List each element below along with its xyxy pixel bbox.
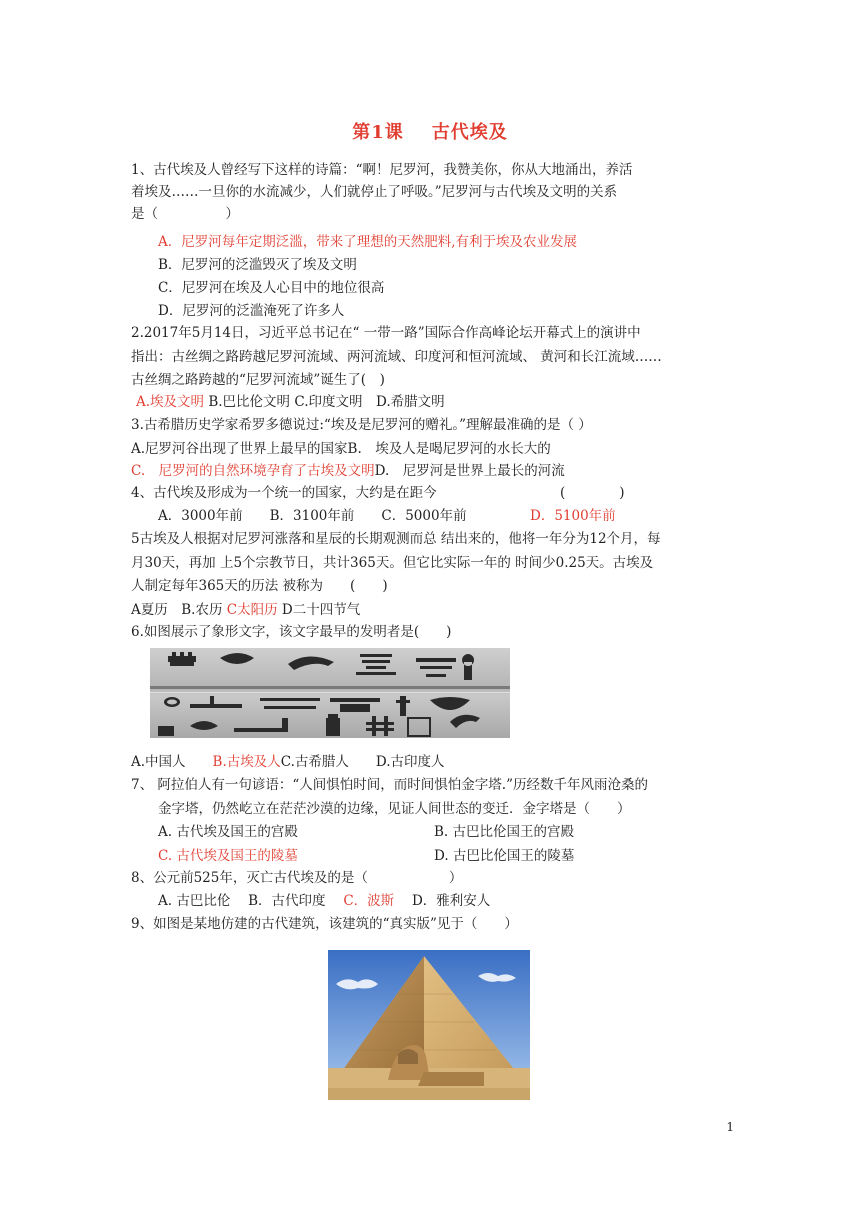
q4-options: A．3000年前 B．3100年前 C．5000年前 — [158, 508, 467, 524]
q5-line-2: 月30天，再加 上5个宗教节日，共计365天。但它比实际一年的 时间少0.25天。古埃及 — [131, 555, 654, 571]
q8-stem: 8、公元前525年，灭亡古代埃及的是（ ） — [131, 870, 463, 886]
q8-options — [158, 891, 490, 911]
q1-line-1: 1、古代埃及人曾经写下这样的诗篇：“啊！尼罗河，我赞美你，你从大地涌出，养活 — [131, 162, 633, 178]
pyramid-sphinx-icon — [328, 950, 530, 1100]
q5-answer: C太阳历 — [226, 602, 278, 618]
q2-answer: A.埃及文明 — [136, 394, 205, 410]
q2-line-1: 2.2017年5月14日，习近平总书记在“ 一带一路”国际合作高峰论坛开幕式上的演讲中 — [131, 325, 641, 341]
q1-option-a: A．尼罗河每年定期泛滥，带来了理想的天然肥料,有利于埃及农业发展 — [158, 234, 578, 250]
q1-line-2: 着埃及……一旦你的水流减少，人们就停止了呼吸。”尼罗河与古代埃及文明的关系 — [131, 184, 618, 200]
q1-option-c: C．尼罗河在埃及人心目中的地位很高 — [158, 280, 385, 296]
q8-options-ab: A. 古巴比伦 B．古代印度 — [158, 893, 344, 909]
q7-answer: C. 古代埃及国王的陵墓 — [158, 848, 298, 864]
q6-options — [131, 752, 445, 772]
q2-options — [136, 392, 445, 412]
q7-option-d: D. 古巴比伦国王的陵墓 — [434, 848, 575, 864]
q4-answer: D．5100年前 — [530, 508, 616, 524]
q7-option-a: A. 古代埃及国王的宫殿 — [158, 824, 298, 840]
lesson-name: 古代埃及 — [431, 122, 508, 143]
pyramid-image — [328, 950, 530, 1100]
lesson-number: 第1课 — [352, 122, 404, 143]
q6-option-a: A.中国人 — [131, 754, 213, 770]
q3-option-d: D. 尼罗河是世界上最长的河流 — [374, 463, 565, 479]
hieroglyph-image — [150, 648, 510, 738]
q6-answer: B.古埃及人 — [212, 754, 281, 770]
q1-line-3: 是（ ） — [131, 206, 239, 222]
q8-answer: C．波斯 — [343, 893, 395, 909]
q4-bracket: ( ) — [560, 485, 625, 501]
q3-options-ab: A.尼罗河谷出现了世界上最早的国家B. 埃及人是喝尼罗河的水长大的 — [131, 441, 551, 457]
q8-option-d: D．雅利安人 — [394, 893, 491, 909]
q4-stem: 4、古代埃及形成为一个统一的国家，大约是在距今 — [131, 485, 437, 501]
q2-line-3: 古丝绸之路跨越的“尼罗河流域”诞生了( ) — [131, 372, 385, 388]
q5-options-ab: A夏历 B.农历 — [131, 602, 227, 618]
q5-line-1: 5古埃及人根据对尼罗河涨落和星辰的长期观测而总 结出来的，他将一年分为12个月，每 — [131, 531, 661, 547]
q7-line-2: 金字塔，仍然屹立在茫茫沙漠的边缘，见证人间世态的变迁．金字塔是（ ） — [158, 801, 631, 817]
q2-other-options: B.巴比伦文明 C.印度文明 D.希腊文明 — [204, 394, 445, 410]
q6-other-options: C.古希腊人 D.古印度人 — [280, 754, 445, 770]
q2-line-2: 指出：古丝绸之路跨越尼罗河流域、两河流域、印度河和恒河流域、 黄河和长江流域…… — [131, 349, 662, 365]
hieroglyph-icon — [150, 648, 510, 738]
q1-option-b: B．尼罗河的泛滥毁灭了埃及文明 — [158, 257, 357, 273]
q7-line-1: 7、 阿拉伯人有一句谚语：“人间惧怕时间，而时间惧怕金字塔.”历经数千年风雨沧桑的 — [131, 777, 648, 793]
q9-stem: 9、如图是某地仿建的古代建筑，该建筑的“真实版”见于（ ） — [131, 916, 518, 932]
page-title — [0, 118, 860, 144]
q5-line-3: 人制定每年365天的历法 被称为 ( ) — [131, 578, 388, 594]
q7-option-b: B. 古巴比伦国王的宫殿 — [434, 824, 575, 840]
q5-options — [131, 600, 360, 620]
q5-option-d: D二十四节气 — [277, 602, 361, 618]
q1-option-d: D．尼罗河的泛滥淹死了许多人 — [158, 303, 345, 319]
page-number: 1 — [726, 1120, 734, 1134]
q3-options-cd — [131, 461, 565, 481]
q3-answer: C. 尼罗河的自然环境孕育了古埃及文明 — [131, 463, 375, 479]
q6-stem: 6.如图展示了象形文字，该文字最早的发明者是( ) — [131, 624, 452, 640]
q3-stem: 3.古希腊历史学家希罗多德说过:“埃及是尼罗河的赠礼。”理解最准确的是（ ） — [131, 417, 592, 433]
